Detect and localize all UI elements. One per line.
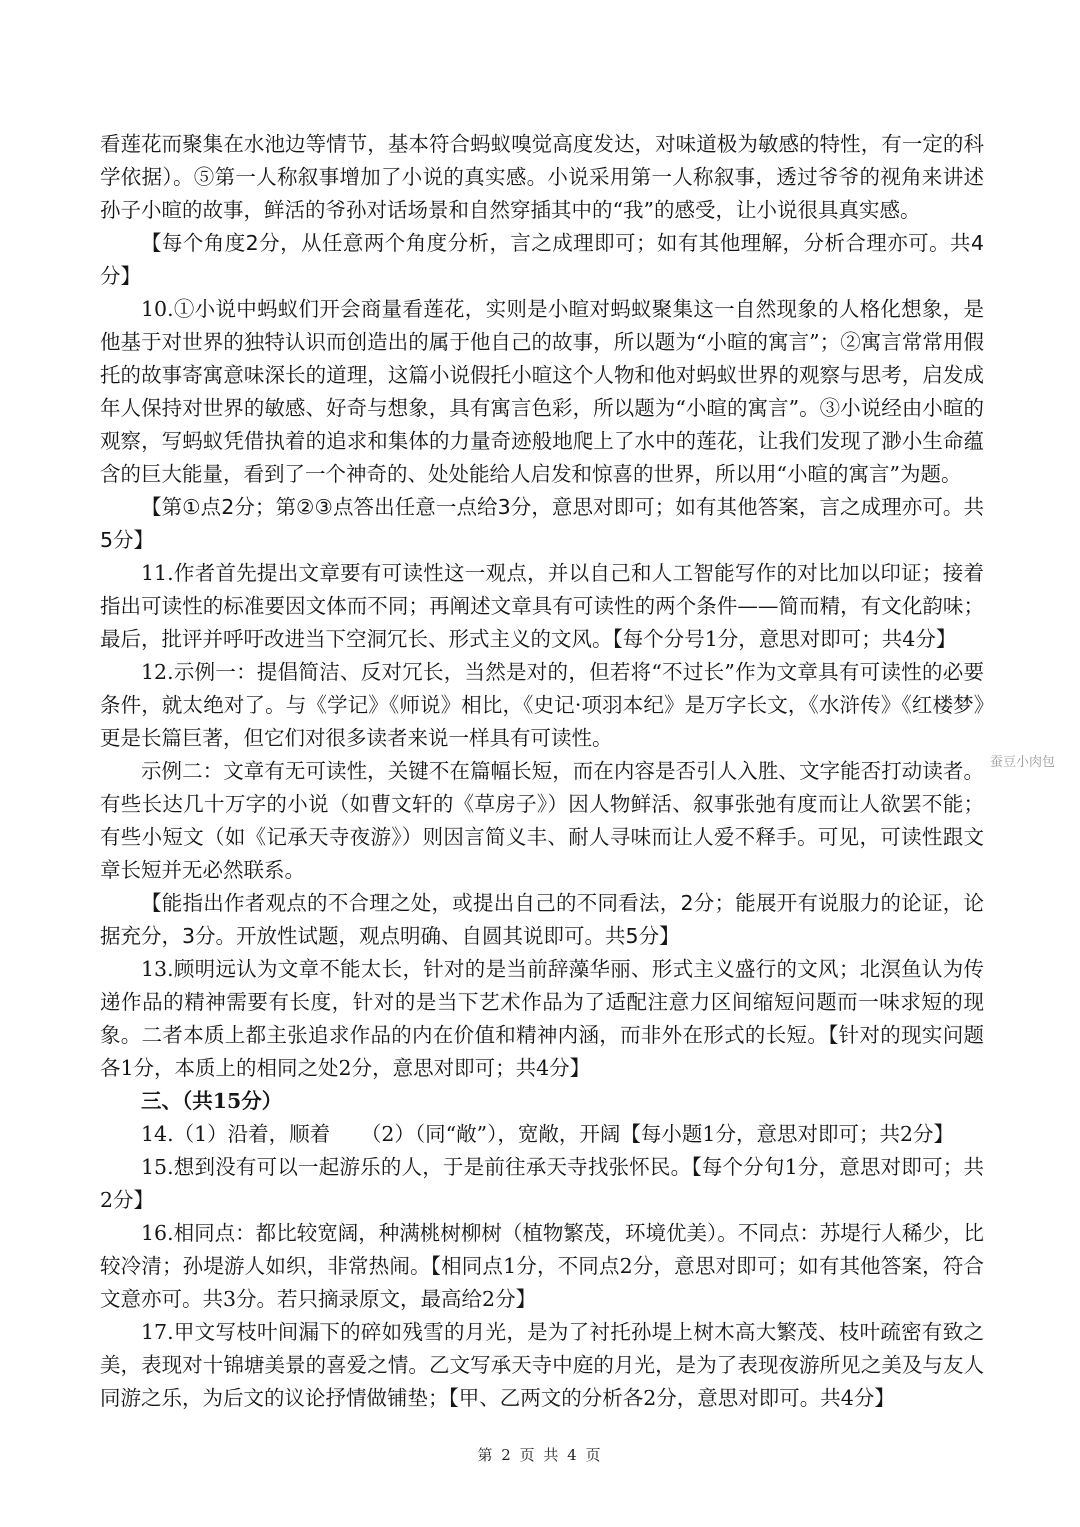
section-heading-3: 三、（共15分）: [141, 1089, 283, 1113]
paragraph-continuation: 看莲花而聚集在水池边等情节，基本符合蚂蚁嗅觉高度发达，对味道极为敏感的特性，有一定的科学依据）。⑤第一人称叙事增加了小说的真实感。小说采用第一人称叙事，透过爷爷的视角来讲述孙子小暄的故事，鲜活的爷孙对话场景和自然穿插其中的“我”的感受，让小说很具真实感。: [100, 132, 984, 222]
scoring-note-12: 【能指出作者观点的不合理之处，或提出自己的不同看法，2分；能展开有说服力的论证，论据充分，3分。开放性试题，观点明确、自圆其说即可。共5分】: [100, 891, 984, 948]
answer-16: 16.相同点：都比较宽阔，种满桃树柳树（植物繁茂，环境优美）。不同点：苏堤行人稀少，比较冷清；孙堤游人如织，非常热闹。【相同点1分，不同点2分，意思对即可；如有其他答案，符合文意亦可。共3分。若只摘录原文，最高给2分】: [100, 1221, 984, 1311]
answer-12-example-1: 12.示例一：提倡简洁、反对冗长，当然是对的，但若将“不过长”作为文章具有可读性的必要条件，就太绝对了。与《学记》《师说》相比，《史记·项羽本纪》是万字长文，《水浒传》《红楼梦》更是长篇巨著，但它们对很多读者来说一样具有可读性。: [100, 660, 984, 750]
answer-11: 11.作者首先提出文章要有可读性这一观点，并以自己和人工智能写作的对比加以印证；接着指出可读性的标准要因文体而不同；再阐述文章具有可读性的两个条件——简而精，有文化韵味；最后，批评并呼吁改进当下空洞冗长、形式主义的文风。【每个分号1分，意思对即可；共4分】: [100, 561, 984, 651]
answer-15: 15.想到没有可以一起游乐的人，于是前往承天寺找张怀民。【每个分句1分，意思对即可；共2分】: [100, 1155, 984, 1212]
answer-10: 10.①小说中蚂蚁们开会商量看莲花，实则是小暄对蚂蚁聚集这一自然现象的人格化想象，是他基于对世界的独特认识而创造出的属于他自己的故事，所以题为“小暄的寓言”；②寓言常常用假托的故事寄寓意味深长的道理，这篇小说假托小暄这个人物和他对蚂蚁世界的观察与思考，启发成年人保持对世界的敏感、好奇与想象，具有寓言色彩，所以题为“小暄的寓言”。③小说经由小暄的观察，写蚂蚁凭借执着的追求和集体的力量奇迹般地爬上了水中的莲花，让我们发现了渺小生命蕴含的巨大能量，看到了一个神奇的、处处能给人启发和惊喜的世界，所以用“小暄的寓言”为题。: [100, 297, 984, 486]
answer-12-example-2: 示例二：文章有无可读性，关键不在篇幅长短，而在内容是否引人入胜、文字能否打动读者。有些长达几十万字的小说（如曹文轩的《草房子》）因人物鲜活、叙事张弛有度而让人欲罢不能；有些小短文（如《记承天寺夜游》）则因言简义丰、耐人寻味而让人爱不释手。可见，可读性跟文章长短并无必然联系。: [100, 759, 984, 882]
answer-13: 13.顾明远认为文章不能太长，针对的是当前辞藻华丽、形式主义盛行的文风；北溟鱼认为传递作品的精神需要有长度，针对的是当下艺术作品为了适配注意力区间缩短问题而一味求短的现象。二者本质上都主张追求作品的内在价值和精神内涵，而非外在形式的长短。【针对的现实问题各1分，本质上的相同之处2分，意思对即可；共4分】: [100, 957, 984, 1080]
watermark-text: 蚕豆小肉包: [990, 755, 1056, 770]
answer-content: [100, 128, 984, 1415]
scoring-note-10: 【第①点2分；第②③点答出任意一点给3分，意思对即可；如有其他答案，言之成理亦可。共5分】: [100, 495, 984, 552]
page-footer: 第 2 页 共 4 页: [477, 1446, 603, 1464]
answer-17: 17.甲文写枝叶间漏下的碎如残雪的月光，是为了衬托孙堤上树木高大繁茂、枝叶疏密有致之美，表现对十锦塘美景的喜爱之情。乙文写承天寺中庭的月光，是为了表现夜游所见之美及与友人同游之乐，为后文的议论抒情做铺垫；【甲、乙两文的分析各2分，意思对即可。共4分】: [100, 1320, 984, 1410]
scoring-note-9: 【每个角度2分，从任意两个角度分析，言之成理即可；如有其他理解，分析合理亦可。共4分】: [100, 231, 984, 288]
answer-14: 14.（1）沿着，顺着 （2）（同“敞”），宽敞，开阔【每小题1分，意思对即可；共2分】: [141, 1122, 954, 1146]
